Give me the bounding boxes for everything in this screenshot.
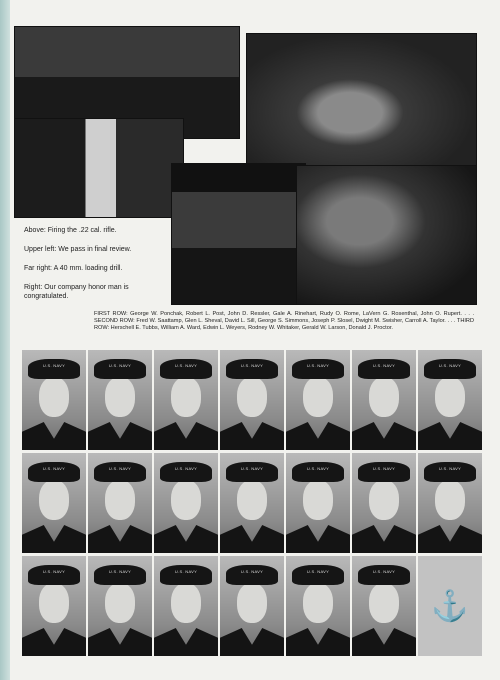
portrait-face [237, 480, 267, 520]
portrait-face [303, 377, 333, 417]
navy-cap [28, 462, 80, 482]
navy-jumper [154, 422, 218, 450]
portrait-face [369, 377, 399, 417]
caption-above: Above: Firing the .22 cal. rifle. [24, 227, 117, 234]
sailor-portrait [22, 556, 86, 656]
anchor-emblem-icon: ⚓ [418, 556, 482, 656]
cap-band-text: U.S. NAVY [108, 466, 132, 471]
cap-band-text: U.S. NAVY [240, 466, 264, 471]
caption-far-right: Far right: A 40 mm. loading drill. [24, 265, 123, 272]
navy-jumper [220, 422, 284, 450]
cap-band-text: U.S. NAVY [372, 569, 396, 574]
navy-jumper [352, 628, 416, 656]
navy-jumper [22, 422, 86, 450]
portrait-grid [22, 350, 480, 656]
cap-band-text: U.S. NAVY [372, 466, 396, 471]
navy-cap [358, 565, 410, 585]
cap-band-text: U.S. NAVY [174, 569, 198, 574]
sailor-portrait [286, 453, 350, 553]
portrait-face [435, 480, 465, 520]
sailor-portrait [220, 350, 284, 450]
navy-cap [292, 359, 344, 379]
navy-cap [226, 462, 278, 482]
navy-cap [28, 565, 80, 585]
navy-jumper [220, 628, 284, 656]
sailor-portrait [154, 350, 218, 450]
navy-jumper [286, 422, 350, 450]
portrait-face [105, 480, 135, 520]
navy-cap [94, 359, 146, 379]
navy-cap [292, 565, 344, 585]
photo-captions [24, 226, 174, 311]
navy-cap [160, 359, 212, 379]
navy-jumper [220, 525, 284, 553]
portrait-face [171, 480, 201, 520]
sailor-portrait [88, 350, 152, 450]
cap-band-text: U.S. NAVY [306, 363, 330, 368]
photo-40mm-loading-drill [296, 165, 477, 305]
navy-cap [160, 565, 212, 585]
sailor-portrait [286, 556, 350, 656]
navy-jumper [22, 525, 86, 553]
cap-band-text: U.S. NAVY [108, 363, 132, 368]
page-edge-strip [0, 0, 10, 680]
sailor-portrait [22, 453, 86, 553]
portrait-face [369, 480, 399, 520]
cap-band-text: U.S. NAVY [240, 569, 264, 574]
portrait-face [39, 480, 69, 520]
cap-band-text: U.S. NAVY [42, 466, 66, 471]
navy-cap [358, 462, 410, 482]
cap-band-text: U.S. NAVY [372, 363, 396, 368]
sailor-portrait [352, 350, 416, 450]
cap-band-text: U.S. NAVY [108, 569, 132, 574]
navy-cap [424, 359, 476, 379]
sailor-portrait [418, 350, 482, 450]
portrait-face [105, 583, 135, 623]
portrait-face [105, 377, 135, 417]
cap-band-text: U.S. NAVY [306, 569, 330, 574]
caption-upper-left: Upper left: We pass in final review. [24, 246, 132, 253]
navy-cap [28, 359, 80, 379]
navy-jumper [352, 422, 416, 450]
navy-jumper [418, 422, 482, 450]
sailor-portrait [286, 350, 350, 450]
navy-jumper [154, 525, 218, 553]
navy-jumper [286, 628, 350, 656]
roster-names: FIRST ROW: George W. Ponchak, Robert L. Post, John D. Ressler, Gale A. Rinehart, Rudy O. Rome, LaVern G. Rosenthal, John O. Rupert. . . . SECOND ROW: Fred W. Saattamp, Glen L. Sheval, David L. Sill, George S. Simmons, Joseph P. Slosel, Dwight M. Swisher, Carroll A. Taylor. . . . THIRD ROW: Herschell E. Tubbs, William A. Ward, Edwin L. Weyers, Rodney W. Whitaker, Gerald W. Larson, Donald J. Proctor. [94, 311, 474, 331]
cap-band-text: U.S. NAVY [240, 363, 264, 368]
navy-jumper [88, 422, 152, 450]
sailor-portrait [154, 556, 218, 656]
portrait-face [171, 377, 201, 417]
portrait-face [39, 377, 69, 417]
navy-jumper [352, 525, 416, 553]
navy-jumper [88, 525, 152, 553]
sailor-portrait [418, 453, 482, 553]
cap-band-text: U.S. NAVY [42, 569, 66, 574]
photo-honor-man-congratulated [171, 163, 306, 305]
photo-firing-rifle [14, 118, 184, 218]
portrait-face [237, 377, 267, 417]
navy-cap [358, 359, 410, 379]
cap-band-text: U.S. NAVY [438, 466, 462, 471]
navy-jumper [88, 628, 152, 656]
photo-40mm-loading-drill-top [246, 33, 477, 166]
navy-cap [94, 565, 146, 585]
portrait-face [237, 583, 267, 623]
sailor-portrait [22, 350, 86, 450]
sailor-portrait [88, 556, 152, 656]
sailor-portrait [352, 453, 416, 553]
navy-jumper [286, 525, 350, 553]
navy-cap [94, 462, 146, 482]
sailor-portrait [220, 453, 284, 553]
navy-cap [226, 565, 278, 585]
navy-jumper [418, 525, 482, 553]
caption-right: Right: Our company honor man is congratulated. [24, 284, 129, 300]
sailor-portrait [220, 556, 284, 656]
portrait-face [369, 583, 399, 623]
portrait-face [171, 583, 201, 623]
portrait-face [39, 583, 69, 623]
cap-band-text: U.S. NAVY [42, 363, 66, 368]
sailor-portrait [88, 453, 152, 553]
cap-band-text: U.S. NAVY [174, 466, 198, 471]
navy-cap [292, 462, 344, 482]
cap-band-text: U.S. NAVY [438, 363, 462, 368]
cap-band-text: U.S. NAVY [174, 363, 198, 368]
cap-band-text: U.S. NAVY [306, 466, 330, 471]
portrait-face [303, 480, 333, 520]
navy-jumper [22, 628, 86, 656]
portrait-face [435, 377, 465, 417]
navy-cap [226, 359, 278, 379]
navy-cap [160, 462, 212, 482]
sailor-portrait [154, 453, 218, 553]
sailor-portrait [352, 556, 416, 656]
navy-jumper [154, 628, 218, 656]
portrait-face [303, 583, 333, 623]
navy-cap [424, 462, 476, 482]
